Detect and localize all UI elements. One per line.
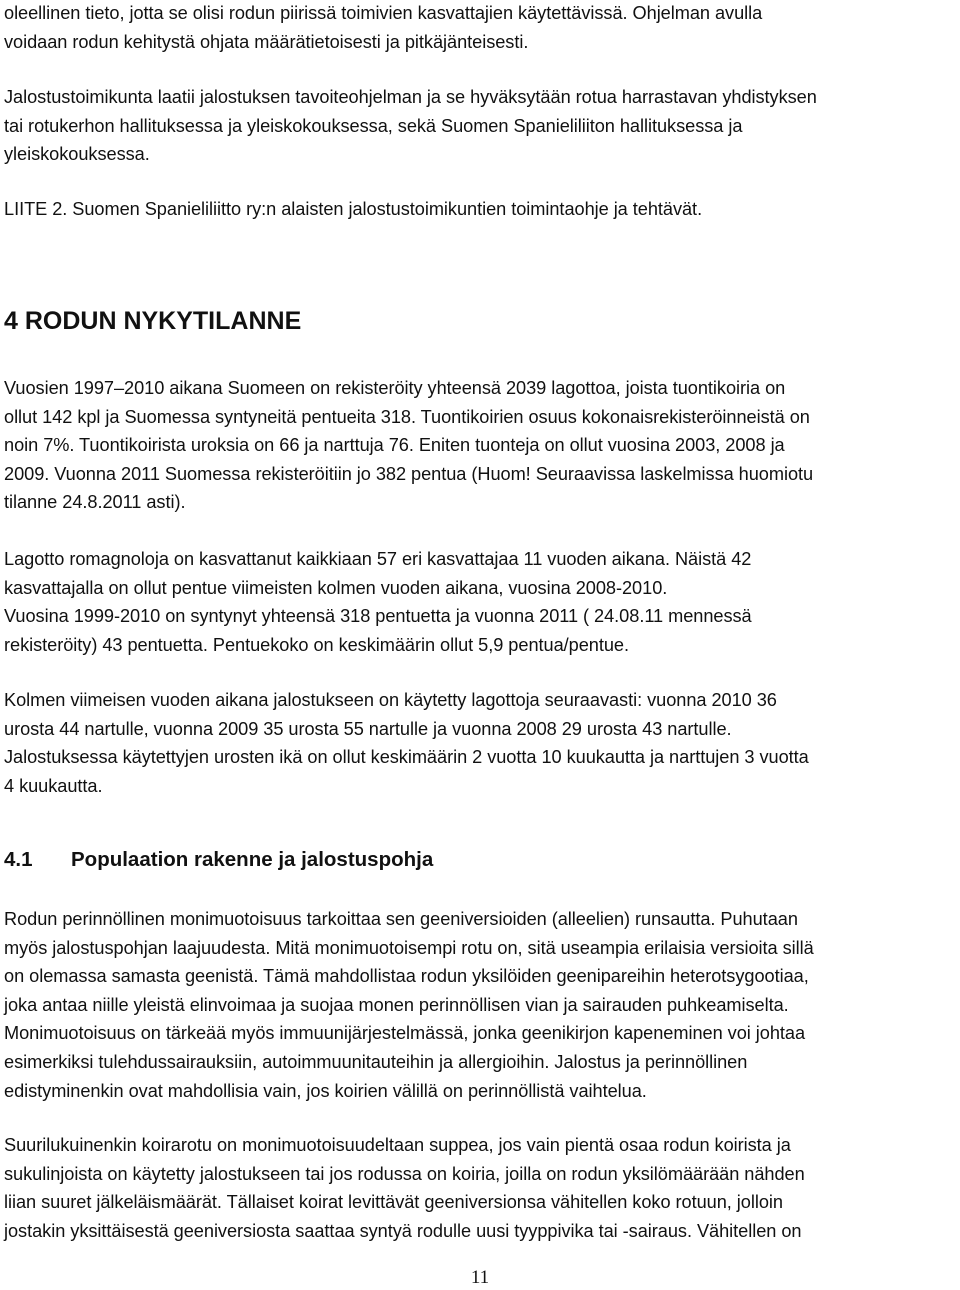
page-number: 11 bbox=[470, 1267, 490, 1288]
paragraph-line: yleiskokouksessa. bbox=[4, 144, 150, 165]
paragraph-line: Rodun perinnöllinen monimuotoisuus tarkoittaa sen geeniversioiden (alleelien) runsautta. Puhutaan bbox=[4, 909, 798, 929]
paragraph-line: tilanne 24.8.2011 asti). bbox=[4, 492, 186, 513]
paragraph-line: esimerkiksi tulehdussairauksiin, autoimmuunitauteihin ja allergioihin. Jalostus ja perinnöllinen bbox=[4, 1051, 748, 1072]
paragraph-line: liian suuret jälkeläismäärät. Tällaiset koirat levittävät geeniversionsa vähitellen koko rotuun, jolloin bbox=[4, 1192, 783, 1213]
paragraph-line: voidaan rodun kehitystä ohjata määrätietoisesti ja pitkäjänteisesti. bbox=[4, 31, 529, 52]
paragraph-line: Monimuotoisuus on tärkeää myös immuunijärjestelmässä, jonka geenikirjon kapeneminen voi johtaa bbox=[4, 1023, 806, 1044]
paragraph-line: LIITE 2. Suomen Spanieliliitto ry:n alaisten jalostustoimikuntien toimintaohje ja tehtävät. bbox=[4, 199, 703, 219]
section-paragraph bbox=[4, 905, 814, 1105]
paragraph-line: Lagotto romagnoloja on kasvattanut kaikkiaan 57 eri kasvattajaa 11 vuoden aikana. Näistä 42 bbox=[4, 549, 752, 569]
paragraph-line: Vuosina 1999-2010 on syntynyt yhteensä 318 pentuetta ja vuonna 2011 ( 24.08.11 mennessä bbox=[4, 606, 752, 627]
paragraph-line: Kolmen viimeisen vuoden aikana jalostukseen on käytetty lagottoja seuraavasti: vuonna 2010 36 bbox=[4, 690, 777, 710]
paragraph-line: oleellinen tieto, jotta se olisi rodun piirissä toimivien kasvattajien käytettävissä. Ohjelman avulla bbox=[4, 3, 763, 23]
paragraph-line: Suurilukuinenkin koirarotu on monimuotoisuudeltaan suppea, jos vain pientä osaa rodun koirista ja bbox=[4, 1135, 791, 1155]
paragraph-line: Vuosien 1997–2010 aikana Suomeen on rekisteröity yhteensä 2039 lagottoa, joista tuontikoiria on bbox=[4, 378, 786, 398]
paragraph-line: kasvattajalla on ollut pentue viimeisten kolmen vuoden aikana, vuosina 2008-2010. bbox=[4, 577, 668, 598]
paragraph-line: ollut 142 kpl ja Suomessa syntyneitä pentueita 318. Tuontikoirien osuus kokonaisrekisteröinneistä on bbox=[4, 406, 810, 427]
paragraph-line: 4 kuukautta. bbox=[4, 775, 103, 796]
paragraph-line: on olemassa samasta geenistä. Tämä mahdollistaa rodun yksilöiden geenipareihin heterotsygootiaa, bbox=[4, 966, 809, 987]
committee-paragraph bbox=[4, 83, 817, 169]
paragraph-line: urosta 44 nartulle, vuonna 2009 35 urosta 55 nartulle ja vuonna 2008 29 urosta 43 nartulle. bbox=[4, 718, 732, 739]
paragraph-line: joka antaa niille yleistä elinvoimaa ja suojaa monen perinnöllisen vian ja sairauden puhkeamiselta. bbox=[4, 994, 789, 1015]
appendix-note bbox=[4, 195, 702, 224]
section-heading: 4 RODUN NYKYTILANNE bbox=[4, 307, 302, 335]
paragraph-line: Jalostuksessa käytettyjen urosten ikä on ollut keskimäärin 2 vuotta 10 kuukautta ja narttujen 3 vuotta bbox=[4, 747, 809, 768]
paragraph-line: edistyminenkin ovat mahdollisia vain, jos koirien välillä on perinnöllistä vaihtelua. bbox=[4, 1080, 647, 1101]
paragraph-line: sukulinjoista on käytetty jalostukseen tai jos rodussa on koiria, joilla on rodun yksilömäärään nähden bbox=[4, 1163, 805, 1184]
paragraph-line: jostakin yksittäisestä geeniversiosta saattaa syntyä rodulle uusi tyyppivika tai -sairaus. Vähitellen on bbox=[4, 1220, 802, 1241]
section-paragraph bbox=[4, 1131, 805, 1245]
subsection-title: Populaation rakenne ja jalostuspohja bbox=[71, 848, 434, 871]
section-paragraph bbox=[4, 686, 809, 800]
paragraph-line: noin 7%. Tuontikoirista uroksia on 66 ja narttuja 76. Eniten tuonteja on ollut vuosina 2003, 2008 ja bbox=[4, 435, 785, 456]
subsection-number: 4.1 bbox=[4, 848, 33, 871]
section-paragraph bbox=[4, 545, 752, 659]
paragraph-line: tai rotukerhon hallituksessa ja yleiskokouksessa, sekä Suomen Spanieliliiton hallituksessa ja bbox=[4, 115, 743, 136]
paragraph-line: myös jalostuspohjan laajuudesta. Mitä monimuotoisempi rotu on, sitä useampia erilaisia versioita sillä bbox=[4, 937, 814, 958]
section-paragraph bbox=[4, 374, 813, 517]
subsection-heading bbox=[4, 845, 433, 875]
paragraph-line: rekisteröity) 43 pentuetta. Pentuekoko on keskimäärin ollut 5,9 pentua/pentue. bbox=[4, 634, 629, 655]
paragraph-line: 2009. Vuonna 2011 Suomessa rekisteröitiin jo 382 pentua (Huom! Seuraavissa laskelmissa huomiotu bbox=[4, 463, 814, 484]
paragraph-line: Jalostustoimikunta laatii jalostuksen tavoiteohjelman ja se hyväksytään rotua harrastavan yhdistyksen bbox=[4, 87, 817, 107]
intro-paragraph bbox=[4, 0, 762, 56]
